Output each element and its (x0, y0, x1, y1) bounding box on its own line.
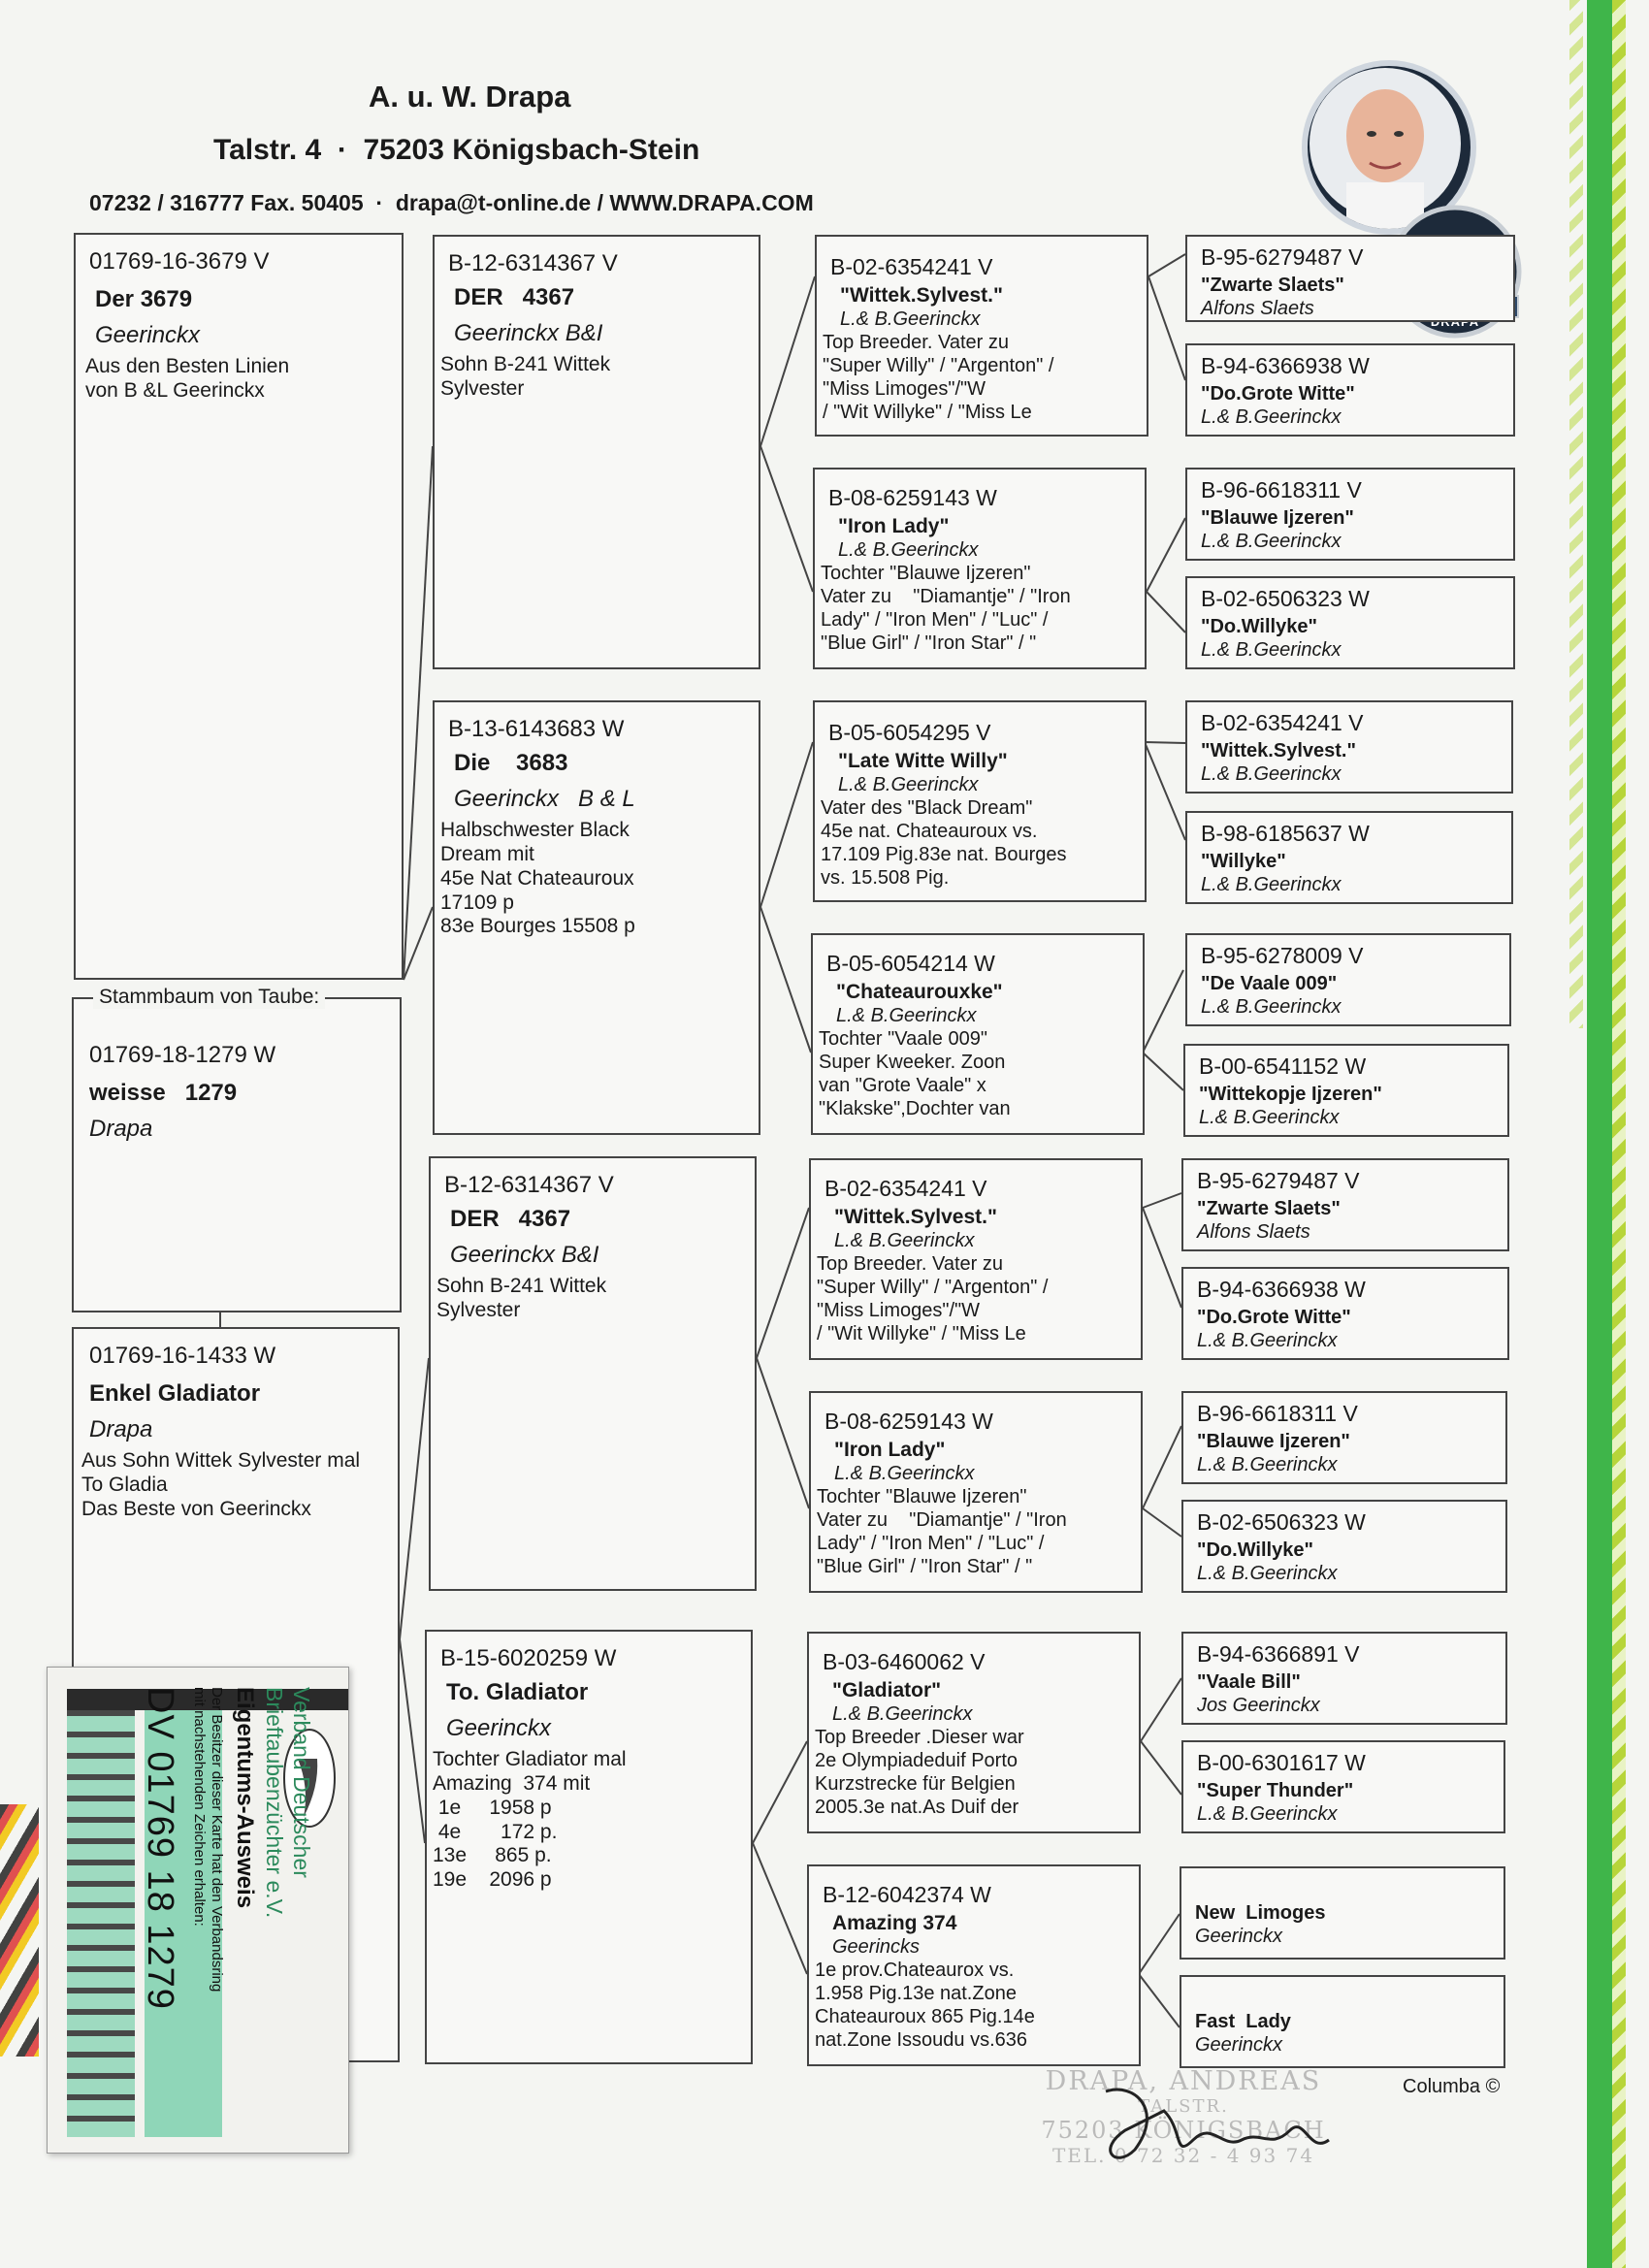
gen3-desc: Top Breeder. Vater zu "Super Willy" / "Argenton" / "Miss Limoges"/"W / "Wit Willyke" / "Miss Le (817, 1252, 1049, 1345)
gen3-ring: B-08-6259143 W (824, 1409, 993, 1434)
gen4-box (1185, 933, 1511, 1026)
gen3-name: Amazing 374 (832, 1911, 957, 1934)
gen4-ring: B-02-6506323 W (1201, 586, 1370, 611)
father-breeder: Geerinckx (95, 321, 201, 348)
card-org2: Brieftaubenzüchter e.V. (262, 1687, 287, 1919)
gen4-name: "Do.Willyke" (1201, 615, 1317, 637)
father-name: Der 3679 (95, 285, 193, 312)
gen3-ring: B-05-6054214 W (826, 951, 995, 976)
card-number: DV 01769 18 1279 (140, 1687, 180, 2010)
gen4-ring: B-98-6185637 W (1201, 821, 1370, 846)
gen2-desc: Sohn B-241 Wittek Sylvester (440, 353, 611, 401)
gen4-breeder: L.& B.Geerinckx (1197, 1329, 1338, 1351)
gen4-ring: B-94-6366891 V (1197, 1641, 1360, 1667)
gen4-ring: B-02-6354241 V (1201, 710, 1364, 735)
subject-name: weisse 1279 (89, 1079, 238, 1106)
gen3-ring: B-08-6259143 W (828, 485, 997, 510)
gen4-breeder: Alfons Slaets (1197, 1220, 1310, 1243)
stamp-line3: 75203 KÖNIGSBACH (1041, 2117, 1326, 2144)
card-text2: mit nachstehenden Zeichen erhalten: (191, 1687, 208, 1927)
gen2-breeder: Geerinckx B&I (454, 319, 603, 346)
gen4-box (1180, 1866, 1505, 1960)
gen4-breeder: L.& B.Geerinckx (1201, 762, 1342, 785)
gen4-breeder: Geerinckx (1195, 2034, 1283, 2056)
gen3-breeder: L.& B.Geerinckx (838, 773, 979, 795)
gen4-name: "Willyke" (1201, 850, 1286, 872)
gen4-name: "Do.Grote Witte" (1201, 382, 1355, 405)
gen3-name: "Chateaurouxke" (836, 980, 1003, 1003)
gen3-box (807, 1864, 1141, 2066)
gen4-box (1185, 468, 1515, 561)
gen2-ring: B-12-6314367 V (448, 250, 618, 276)
gen2-desc: Sohn B-241 Wittek Sylvester (436, 1275, 607, 1322)
gen4-ring: B-94-6366938 W (1197, 1277, 1366, 1302)
gen3-desc: Vater des "Black Dream" 45e nat. Chateauroux vs. 17.109 Pig.83e nat. Bourges vs. 15.508 Pig. (821, 796, 1067, 889)
gen4-name: New Limoges (1195, 1902, 1326, 1924)
card-title: Eigentums-Ausweis (232, 1687, 258, 1909)
gen4-ring: B-00-6301617 W (1197, 1750, 1366, 1775)
stamp-line4: TEL. 0 72 32 - 4 93 74 (1051, 2144, 1315, 2167)
gen3-box (815, 235, 1148, 437)
gen3-breeder: L.& B.Geerinckx (836, 1004, 977, 1026)
gen2-breeder: Geerinckx B & L (454, 785, 635, 812)
gen4-name: "Blauwe Ijzeren" (1201, 506, 1354, 529)
gen3-box (809, 1391, 1143, 1593)
gen4-name: "Wittek.Sylvest." (1201, 739, 1356, 761)
mother-name: Enkel Gladiator (89, 1379, 261, 1407)
gen4-breeder: L.& B.Geerinckx (1201, 530, 1342, 552)
gen4-ring: B-96-6618311 V (1197, 1401, 1358, 1426)
gen3-ring: B-02-6354241 V (824, 1176, 987, 1201)
mother-breeder: Drapa (89, 1415, 153, 1442)
gen3-desc: Tochter "Vaale 009" Super Kweeker. Zoon van "Grote Vaale" x "Klakske",Dochter van (819, 1027, 1011, 1119)
gen4-name: "Wittekopje Ijzeren" (1199, 1083, 1382, 1105)
gen4-breeder: L.& B.Geerinckx (1197, 1802, 1338, 1825)
gen3-name: "Wittek.Sylvest." (840, 283, 1003, 307)
gen4-ring: B-00-6541152 W (1199, 1053, 1367, 1079)
gen4-ring: B-94-6366938 W (1201, 353, 1370, 378)
gen4-name: "Do.Grote Witte" (1197, 1306, 1351, 1328)
gen4-breeder: L.& B.Geerinckx (1201, 638, 1342, 661)
gen4-box (1181, 1158, 1509, 1251)
gen4-ring: B-95-6279487 V (1197, 1168, 1360, 1193)
gen3-box (807, 1632, 1141, 1833)
gen4-name: "De Vaale 009" (1201, 972, 1338, 994)
breeder-name: A. u. W. Drapa (369, 80, 571, 113)
gen3-box (813, 468, 1147, 669)
gen4-box (1185, 811, 1513, 904)
card-org1: Verband Deutscher (289, 1687, 314, 1878)
gen3-breeder: L.& B.Geerinckx (832, 1702, 973, 1725)
gen2-breeder: Geerinckx B&I (450, 1241, 599, 1268)
gen4-name: Fast Lady (1195, 2011, 1291, 2032)
gen4-box (1181, 1267, 1509, 1360)
gen4-box (1185, 700, 1513, 794)
father-ring: 01769-16-3679 V (89, 248, 270, 275)
gen4-box (1181, 1740, 1505, 1833)
gen2-name: DER 4367 (454, 283, 575, 310)
gen2-name: Die 3683 (454, 749, 568, 776)
gen4-ring: B-02-6506323 W (1197, 1509, 1366, 1535)
gen4-name: "Blauwe Ijzeren" (1197, 1430, 1350, 1452)
gen3-desc: Tochter "Blauwe Ijzeren" Vater zu "Diamantje" / "Iron Lady" / "Iron Men" / "Luc" / "Blue Girl" / "Iron Star" / " (817, 1485, 1067, 1577)
gen4-ring: B-95-6278009 V (1201, 943, 1364, 968)
breeder-address: Talstr. 4 · 75203 Königsbach-Stein (213, 134, 700, 166)
gen2-ring: B-13-6143683 W (448, 716, 625, 742)
gen3-name: "Iron Lady" (834, 1438, 946, 1461)
gen3-desc: Top Breeder .Dieser war 2e Olympiadeduif Porto Kurzstrecke für Belgien 2005.3e nat.As Duif der (815, 1726, 1024, 1818)
gen4-name: "Super Thunder" (1197, 1779, 1354, 1801)
gen4-breeder: L.& B.Geerinckx (1197, 1562, 1338, 1584)
gen4-name: "Vaale Bill" (1197, 1670, 1301, 1693)
gen2-ring: B-12-6314367 V (444, 1172, 614, 1198)
gen4-breeder: L.& B.Geerinckx (1199, 1106, 1340, 1128)
gen4-ring: B-95-6279487 V (1201, 244, 1364, 270)
stamp-line1: DRAPA, ANDREAS (1045, 2066, 1322, 2096)
gen3-ring: B-03-6460062 V (823, 1649, 986, 1674)
gen2-desc: Halbschwester Black Dream mit 45e Nat Chateauroux 17109 p 83e Bourges 15508 p (440, 819, 635, 938)
gen3-breeder: L.& B.Geerinckx (840, 308, 981, 330)
card-text (81, 1677, 314, 2143)
gen2-ring: B-15-6020259 W (440, 1645, 617, 1671)
gen4-box (1185, 343, 1515, 437)
stamp-line2: TALSTR. (1138, 2096, 1229, 2117)
gen4-box (1183, 1044, 1509, 1137)
gen3-box (811, 933, 1145, 1135)
gen4-breeder: L.& B.Geerinckx (1201, 995, 1342, 1018)
card-text1: Der Besitzer dieser Karte hat den Verbandsring (209, 1687, 225, 1993)
gen2-breeder: Geerinckx (446, 1714, 552, 1741)
gen4-breeder: L.& B.Geerinckx (1201, 873, 1342, 895)
subject-breeder: Drapa (89, 1115, 153, 1142)
gen4-name: "Zwarte Slaets" (1201, 274, 1344, 296)
gen4-box (1181, 1500, 1507, 1593)
subject-label: Stammbaum von Taube: (93, 986, 325, 1009)
gen4-breeder: L.& B.Geerinckx (1197, 1453, 1338, 1475)
gen4-breeder: L.& B.Geerinckx (1201, 405, 1342, 428)
mother-ring: 01769-16-1433 W (89, 1343, 276, 1369)
gen4-breeder: Jos Geerinckx (1197, 1694, 1320, 1716)
gen3-ring: B-12-6042374 W (823, 1882, 991, 1907)
gen2-name: To. Gladiator (446, 1678, 589, 1705)
gen4-box (1181, 1632, 1507, 1725)
gen4-box (1181, 1391, 1507, 1484)
gen3-desc: Tochter "Blauwe Ijzeren" Vater zu "Diamantje" / "Iron Lady" / "Iron Men" / "Luc" / "Blue Girl" / "Iron Star" / " (821, 562, 1071, 654)
gen3-ring: B-02-6354241 V (830, 254, 993, 279)
gen3-desc: 1e prov.Chateaurox vs. 1.958 Pig.13e nat.Zone Chateauroux 865 Pig.14e nat.Zone Issoudu vs.636 (815, 1959, 1035, 2051)
mother-desc: Aus Sohn Wittek Sylvester mal To Gladia Das Beste von Geerinckx (81, 1449, 361, 1520)
gen3-breeder: L.& B.Geerinckx (838, 538, 979, 561)
gen3-desc: Top Breeder. Vater zu "Super Willy" / "Argenton" / "Miss Limoges"/"W / "Wit Willyke" / "Miss Le (823, 331, 1054, 423)
father-desc: Aus den Besten Linien von B &L Geerinckx (85, 355, 290, 403)
gen4-name: "Do.Willyke" (1197, 1539, 1313, 1561)
gen4-breeder: Alfons Slaets (1201, 297, 1314, 319)
gen3-box (809, 1158, 1143, 1360)
gen3-name: "Iron Lady" (838, 514, 950, 537)
gen3-box (813, 700, 1147, 902)
gen4-name: "Zwarte Slaets" (1197, 1197, 1341, 1219)
gen3-breeder: Geerincks (832, 1935, 921, 1958)
breeder-contact: 07232 / 316777 Fax. 50405 · drapa@t-online.de / WWW.DRAPA.COM (89, 190, 814, 215)
subject-ring: 01769-18-1279 W (89, 1042, 276, 1068)
gen4-ring: B-96-6618311 V (1201, 477, 1362, 502)
copyright: Columba © (1403, 2076, 1501, 2097)
gen3-breeder: L.& B.Geerinckx (834, 1229, 975, 1251)
gen4-box (1185, 235, 1515, 322)
gen3-breeder: L.& B.Geerinckx (834, 1462, 975, 1484)
gen3-name: "Late Witte Willy" (838, 749, 1008, 772)
gen3-name: "Gladiator" (832, 1678, 942, 1701)
gen2-name: DER 4367 (450, 1205, 571, 1232)
gen2-desc: Tochter Gladiator mal Amazing 374 mit 1e 1958 p 4e 172 p. 13e 865 p. 19e 2096 p (433, 1748, 627, 1892)
gen3-ring: B-05-6054295 V (828, 720, 991, 745)
ownership-card (47, 1667, 349, 2154)
signature (1077, 2072, 1348, 2179)
gen4-breeder: Geerinckx (1195, 1926, 1283, 1947)
gen4-box (1185, 576, 1515, 669)
gen4-box (1180, 1975, 1505, 2068)
gen3-name: "Wittek.Sylvest." (834, 1205, 997, 1228)
